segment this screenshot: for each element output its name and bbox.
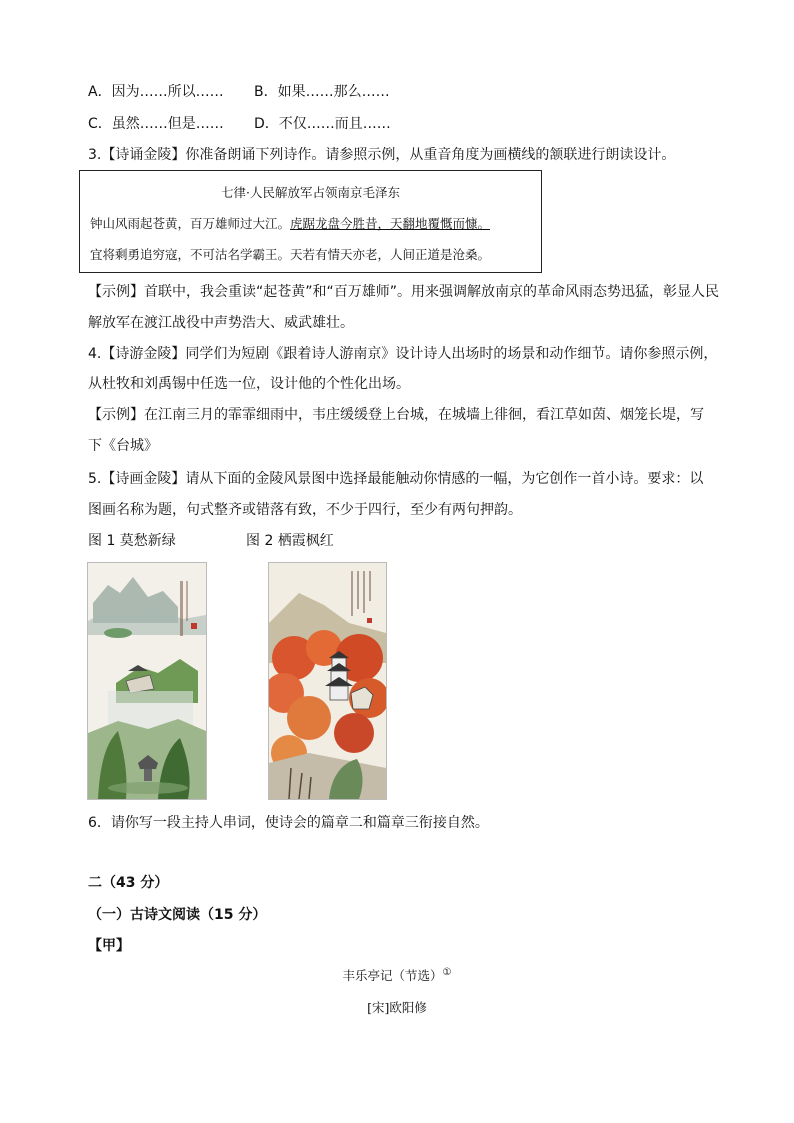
option-b: B．如果……那么…… <box>254 84 390 100</box>
figure-1-caption: 图 1 莫愁新绿 <box>88 533 176 549</box>
poem-first-couplet: 钟山风雨起苍黄，百万雄师过大江。 <box>90 216 291 231</box>
passage-author: [宋]欧阳修 <box>367 1000 427 1015</box>
poem-box <box>79 170 542 273</box>
passage-title <box>0 966 794 984</box>
footnote-marker: ① <box>442 966 452 978</box>
poem-title: 七律·人民解放军占领南京毛泽东 <box>221 185 400 200</box>
question-5-line-2: 图画名称为题，句式整齐或错落有致，不少于四行，至少有两句押韵。 <box>88 502 522 518</box>
option-d: D．不仅……而且…… <box>254 116 391 132</box>
passage-title-text: 丰乐亭记（节选） <box>342 968 443 983</box>
poem-underlined-couplet: 虎踞龙盘今胜昔，天翻地覆慨而慷。 <box>290 216 491 231</box>
question-4-line-1: 4.【诗游金陵】同学们为短剧《跟着诗人游南京》设计诗人出场时的场景和动作细节。请你参照示例， <box>88 346 718 362</box>
poem-line-2: 宜将剩勇追穷寇，不可沽名学霸王。天若有情天亦老，人间正道是沧桑。 <box>90 247 491 262</box>
example-2-line-1: 【示例】在江南三月的霏霏细雨中，韦庄缓缓登上台城，在城墙上徘徊，看江草如茵、烟笼长堤，写 <box>88 407 704 423</box>
section-2-subtitle: （一）古诗文阅读（15 分） <box>88 907 267 923</box>
example-1-line-1: 【示例】首联中，我会重读“起苍黄”和“百万雄师”。用来强调解放南京的革命风雨态势迅猛，彰显人民 <box>88 284 720 300</box>
example-1-line-2: 解放军在渡江战役中声势浩大、威武雄壮。 <box>88 315 354 331</box>
painting-mochou-green <box>87 562 207 800</box>
section-2-title: 二（43 分） <box>88 875 169 891</box>
question-3: 3.【诗诵金陵】你准备朗诵下列诗作。请参照示例，从重音角度为画横线的颔联进行朗读设计。 <box>88 147 676 163</box>
painting-qixia-red <box>268 562 387 800</box>
question-6: 6．请你写一段主持人串词，使诗会的篇章二和篇章三衔接自然。 <box>88 815 489 831</box>
figure-2-caption: 图 2 栖霞枫红 <box>246 533 334 549</box>
passage-label-jia: 【甲】 <box>88 938 130 954</box>
question-4-line-2: 从杜牧和刘禹锡中任选一位，设计他的个性化出场。 <box>88 376 410 392</box>
example-2-line-2: 下《台城》 <box>88 438 158 454</box>
question-5-line-1: 5.【诗画金陵】请从下面的金陵风景图中选择最能触动你情感的一幅，为它创作一首小诗。要求：以 <box>88 471 704 487</box>
option-c: C．虽然……但是…… <box>88 116 224 132</box>
poem-line-1 <box>90 214 490 232</box>
option-a: A．因为……所以…… <box>88 84 224 100</box>
